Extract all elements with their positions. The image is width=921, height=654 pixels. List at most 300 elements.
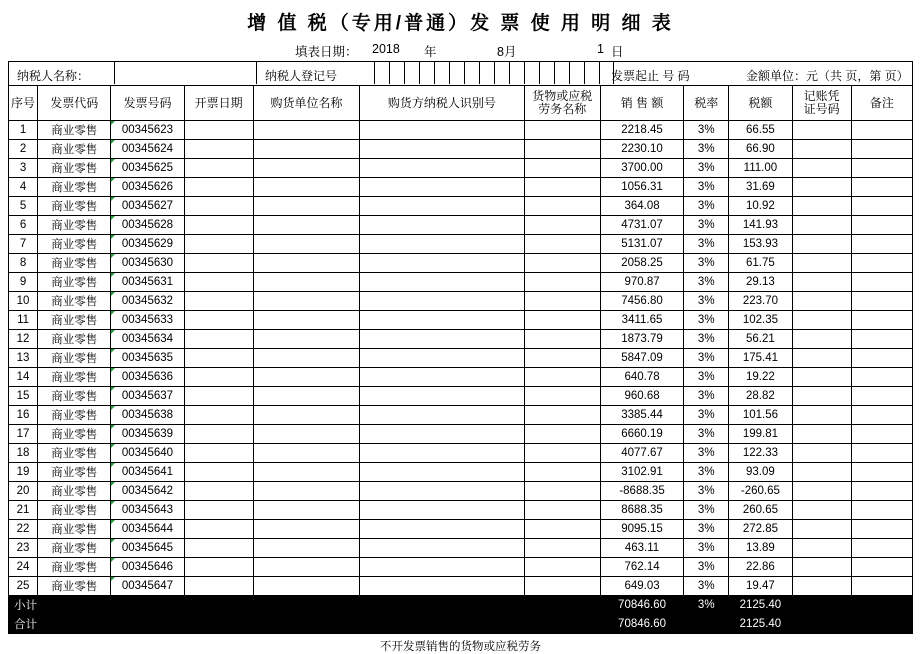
cell-invoice-number[interactable]: 00345632 (111, 292, 184, 311)
cell-voucher-number[interactable] (792, 311, 851, 330)
cell-buyer-name[interactable] (253, 159, 359, 178)
cell-issue-date[interactable] (184, 121, 253, 140)
cell-tax-rate[interactable]: 3% (684, 216, 729, 235)
cell-buyer-name[interactable] (253, 444, 359, 463)
cell-issue-date[interactable] (184, 178, 253, 197)
cell-buyer-taxid[interactable] (360, 368, 525, 387)
cell-goods-name[interactable] (524, 178, 600, 197)
cell-issue-date[interactable] (184, 406, 253, 425)
cell-seq[interactable]: 19 (9, 463, 38, 482)
cell-tax-rate[interactable]: 3% (684, 349, 729, 368)
cell-tax-amount[interactable]: 111.00 (729, 159, 792, 178)
cell-seq[interactable]: 3 (9, 159, 38, 178)
cell-invoice-code[interactable]: 商业零售 (38, 254, 111, 273)
cell-goods-name[interactable] (524, 520, 600, 539)
table-row[interactable] (9, 482, 913, 501)
cell-buyer-taxid[interactable] (360, 330, 525, 349)
cell-tax-amount[interactable]: 61.75 (729, 254, 792, 273)
cell-seq[interactable]: 1 (9, 121, 38, 140)
cell-tax-amount[interactable]: 10.92 (729, 197, 792, 216)
cell-issue-date[interactable] (184, 197, 253, 216)
cell-seq[interactable]: 7 (9, 235, 38, 254)
cell-voucher-number[interactable] (792, 140, 851, 159)
cell-issue-date[interactable] (184, 368, 253, 387)
cell-tax-amount[interactable]: 175.41 (729, 349, 792, 368)
cell-buyer-taxid[interactable] (360, 520, 525, 539)
cell-tax-rate[interactable]: 3% (684, 482, 729, 501)
cell-seq[interactable]: 15 (9, 387, 38, 406)
cell-invoice-code[interactable]: 商业零售 (38, 539, 111, 558)
cell-tax-amount[interactable]: 66.55 (729, 121, 792, 140)
cell-tax-amount[interactable]: 56.21 (729, 330, 792, 349)
table-row[interactable] (9, 425, 913, 444)
table-row[interactable] (9, 121, 913, 140)
cell-sales-amount[interactable]: 7456.80 (600, 292, 683, 311)
cell-voucher-number[interactable] (792, 216, 851, 235)
registration-cell[interactable] (494, 62, 509, 84)
cell-goods-name[interactable] (524, 121, 600, 140)
cell-sales-amount[interactable]: 4731.07 (600, 216, 683, 235)
cell-invoice-number[interactable]: 00345641 (111, 463, 184, 482)
cell-tax-amount[interactable]: 199.81 (729, 425, 792, 444)
cell-tax-rate[interactable]: 3% (684, 311, 729, 330)
cell-buyer-name[interactable] (253, 539, 359, 558)
cell-seq[interactable]: 9 (9, 273, 38, 292)
table-row[interactable] (9, 235, 913, 254)
cell-goods-name[interactable] (524, 577, 600, 596)
cell-issue-date[interactable] (184, 140, 253, 159)
cell-voucher-number[interactable] (792, 501, 851, 520)
cell-tax-amount[interactable]: -260.65 (729, 482, 792, 501)
cell-buyer-taxid[interactable] (360, 539, 525, 558)
cell-tax-rate[interactable]: 3% (684, 501, 729, 520)
cell-invoice-number[interactable]: 00345634 (111, 330, 184, 349)
cell-goods-name[interactable] (524, 254, 600, 273)
cell-invoice-number[interactable]: 00345646 (111, 558, 184, 577)
cell-invoice-number[interactable]: 00345627 (111, 197, 184, 216)
cell-tax-rate[interactable]: 3% (684, 539, 729, 558)
cell-seq[interactable]: 12 (9, 330, 38, 349)
taxpayer-name-field[interactable] (114, 62, 257, 84)
registration-cell[interactable] (524, 62, 539, 84)
cell-remark[interactable] (851, 330, 912, 349)
cell-sales-amount[interactable]: 1873.79 (600, 330, 683, 349)
cell-sales-amount[interactable]: 8688.35 (600, 501, 683, 520)
cell-seq[interactable]: 13 (9, 349, 38, 368)
table-row[interactable] (9, 577, 913, 596)
cell-invoice-code[interactable]: 商业零售 (38, 159, 111, 178)
cell-tax-amount[interactable]: 19.47 (729, 577, 792, 596)
cell-invoice-code[interactable]: 商业零售 (38, 330, 111, 349)
cell-issue-date[interactable] (184, 311, 253, 330)
table-row[interactable] (9, 311, 913, 330)
cell-invoice-number[interactable]: 00345624 (111, 140, 184, 159)
cell-seq[interactable]: 20 (9, 482, 38, 501)
cell-tax-amount[interactable]: 153.93 (729, 235, 792, 254)
cell-tax-amount[interactable]: 223.70 (729, 292, 792, 311)
cell-goods-name[interactable] (524, 311, 600, 330)
cell-buyer-name[interactable] (253, 463, 359, 482)
cell-voucher-number[interactable] (792, 368, 851, 387)
cell-invoice-code[interactable]: 商业零售 (38, 121, 111, 140)
registration-cell[interactable] (434, 62, 449, 84)
cell-tax-amount[interactable]: 13.89 (729, 539, 792, 558)
cell-invoice-number[interactable]: 00345633 (111, 311, 184, 330)
cell-goods-name[interactable] (524, 501, 600, 520)
cell-buyer-taxid[interactable] (360, 254, 525, 273)
cell-seq[interactable]: 17 (9, 425, 38, 444)
cell-tax-rate[interactable]: 3% (684, 387, 729, 406)
cell-buyer-taxid[interactable] (360, 178, 525, 197)
cell-seq[interactable]: 10 (9, 292, 38, 311)
registration-cell[interactable] (509, 62, 524, 84)
cell-remark[interactable] (851, 482, 912, 501)
cell-issue-date[interactable] (184, 463, 253, 482)
cell-buyer-name[interactable] (253, 425, 359, 444)
cell-sales-amount[interactable]: 3700.00 (600, 159, 683, 178)
cell-tax-rate[interactable]: 3% (684, 273, 729, 292)
cell-tax-amount[interactable]: 272.85 (729, 520, 792, 539)
cell-voucher-number[interactable] (792, 444, 851, 463)
cell-goods-name[interactable] (524, 539, 600, 558)
cell-goods-name[interactable] (524, 558, 600, 577)
cell-seq[interactable]: 2 (9, 140, 38, 159)
cell-buyer-name[interactable] (253, 292, 359, 311)
cell-issue-date[interactable] (184, 444, 253, 463)
cell-voucher-number[interactable] (792, 406, 851, 425)
registration-cell[interactable] (479, 62, 494, 84)
cell-sales-amount[interactable]: 3385.44 (600, 406, 683, 425)
cell-buyer-name[interactable] (253, 558, 359, 577)
table-row[interactable] (9, 292, 913, 311)
registration-cell[interactable] (389, 62, 404, 84)
cell-remark[interactable] (851, 520, 912, 539)
cell-issue-date[interactable] (184, 558, 253, 577)
cell-buyer-name[interactable] (253, 197, 359, 216)
cell-invoice-code[interactable]: 商业零售 (38, 425, 111, 444)
cell-issue-date[interactable] (184, 235, 253, 254)
cell-buyer-taxid[interactable] (360, 349, 525, 368)
cell-tax-amount[interactable]: 28.82 (729, 387, 792, 406)
cell-tax-rate[interactable]: 3% (684, 254, 729, 273)
cell-voucher-number[interactable] (792, 558, 851, 577)
registration-cell[interactable] (569, 62, 584, 84)
cell-tax-rate[interactable]: 3% (684, 121, 729, 140)
registration-cell[interactable] (539, 62, 554, 84)
cell-invoice-number[interactable]: 00345630 (111, 254, 184, 273)
cell-voucher-number[interactable] (792, 235, 851, 254)
table-row[interactable] (9, 254, 913, 273)
cell-remark[interactable] (851, 501, 912, 520)
cell-tax-rate[interactable]: 3% (684, 368, 729, 387)
cell-goods-name[interactable] (524, 197, 600, 216)
cell-sales-amount[interactable]: 463.11 (600, 539, 683, 558)
cell-voucher-number[interactable] (792, 159, 851, 178)
cell-sales-amount[interactable]: 9095.15 (600, 520, 683, 539)
cell-voucher-number[interactable] (792, 577, 851, 596)
cell-voucher-number[interactable] (792, 463, 851, 482)
cell-invoice-number[interactable]: 00345636 (111, 368, 184, 387)
cell-seq[interactable]: 18 (9, 444, 38, 463)
cell-invoice-code[interactable]: 商业零售 (38, 482, 111, 501)
cell-issue-date[interactable] (184, 254, 253, 273)
cell-remark[interactable] (851, 444, 912, 463)
cell-invoice-code[interactable]: 商业零售 (38, 520, 111, 539)
cell-voucher-number[interactable] (792, 520, 851, 539)
cell-invoice-number[interactable]: 00345642 (111, 482, 184, 501)
cell-invoice-code[interactable]: 商业零售 (38, 577, 111, 596)
table-row[interactable] (9, 463, 913, 482)
cell-tax-amount[interactable]: 22.86 (729, 558, 792, 577)
cell-remark[interactable] (851, 425, 912, 444)
cell-sales-amount[interactable]: -8688.35 (600, 482, 683, 501)
cell-invoice-number[interactable]: 00345645 (111, 539, 184, 558)
table-row[interactable] (9, 501, 913, 520)
cell-voucher-number[interactable] (792, 425, 851, 444)
cell-buyer-name[interactable] (253, 387, 359, 406)
cell-buyer-name[interactable] (253, 520, 359, 539)
cell-buyer-taxid[interactable] (360, 501, 525, 520)
cell-sales-amount[interactable]: 2058.25 (600, 254, 683, 273)
cell-voucher-number[interactable] (792, 254, 851, 273)
cell-goods-name[interactable] (524, 349, 600, 368)
cell-issue-date[interactable] (184, 216, 253, 235)
cell-buyer-name[interactable] (253, 140, 359, 159)
cell-sales-amount[interactable]: 649.03 (600, 577, 683, 596)
cell-tax-rate[interactable]: 3% (684, 463, 729, 482)
cell-tax-amount[interactable]: 29.13 (729, 273, 792, 292)
cell-remark[interactable] (851, 292, 912, 311)
cell-invoice-code[interactable]: 商业零售 (38, 368, 111, 387)
cell-sales-amount[interactable]: 2230.10 (600, 140, 683, 159)
cell-invoice-code[interactable]: 商业零售 (38, 349, 111, 368)
cell-buyer-taxid[interactable] (360, 558, 525, 577)
cell-issue-date[interactable] (184, 387, 253, 406)
cell-invoice-number[interactable]: 00345647 (111, 577, 184, 596)
cell-issue-date[interactable] (184, 577, 253, 596)
cell-buyer-name[interactable] (253, 254, 359, 273)
cell-buyer-name[interactable] (253, 273, 359, 292)
cell-tax-amount[interactable]: 19.22 (729, 368, 792, 387)
cell-buyer-name[interactable] (253, 349, 359, 368)
cell-remark[interactable] (851, 197, 912, 216)
table-row[interactable] (9, 444, 913, 463)
cell-tax-amount[interactable]: 66.90 (729, 140, 792, 159)
cell-buyer-taxid[interactable] (360, 406, 525, 425)
cell-tax-amount[interactable]: 93.09 (729, 463, 792, 482)
cell-voucher-number[interactable] (792, 178, 851, 197)
table-row[interactable] (9, 140, 913, 159)
registration-cell[interactable] (584, 62, 599, 84)
cell-voucher-number[interactable] (792, 482, 851, 501)
cell-remark[interactable] (851, 539, 912, 558)
cell-seq[interactable]: 5 (9, 197, 38, 216)
cell-sales-amount[interactable]: 3411.65 (600, 311, 683, 330)
date-day-value[interactable]: 1 (597, 42, 604, 56)
table-row[interactable] (9, 539, 913, 558)
cell-goods-name[interactable] (524, 463, 600, 482)
cell-tax-rate[interactable]: 3% (684, 520, 729, 539)
cell-goods-name[interactable] (524, 482, 600, 501)
cell-tax-amount[interactable]: 101.56 (729, 406, 792, 425)
cell-issue-date[interactable] (184, 539, 253, 558)
registration-cell[interactable] (419, 62, 434, 84)
cell-buyer-name[interactable] (253, 311, 359, 330)
cell-tax-rate[interactable]: 3% (684, 577, 729, 596)
cell-invoice-number[interactable]: 00345640 (111, 444, 184, 463)
cell-buyer-name[interactable] (253, 216, 359, 235)
cell-seq[interactable]: 4 (9, 178, 38, 197)
cell-voucher-number[interactable] (792, 121, 851, 140)
cell-issue-date[interactable] (184, 501, 253, 520)
cell-seq[interactable]: 14 (9, 368, 38, 387)
registration-cell[interactable] (404, 62, 419, 84)
cell-sales-amount[interactable]: 5847.09 (600, 349, 683, 368)
table-row[interactable] (9, 159, 913, 178)
cell-remark[interactable] (851, 159, 912, 178)
cell-invoice-number[interactable]: 00345644 (111, 520, 184, 539)
cell-invoice-code[interactable]: 商业零售 (38, 558, 111, 577)
cell-remark[interactable] (851, 121, 912, 140)
cell-invoice-code[interactable]: 商业零售 (38, 501, 111, 520)
cell-invoice-code[interactable]: 商业零售 (38, 235, 111, 254)
cell-invoice-number[interactable]: 00345623 (111, 121, 184, 140)
cell-buyer-name[interactable] (253, 235, 359, 254)
registration-cell[interactable] (449, 62, 464, 84)
cell-invoice-code[interactable]: 商业零售 (38, 387, 111, 406)
registration-number-grid[interactable] (374, 62, 614, 84)
cell-remark[interactable] (851, 387, 912, 406)
cell-goods-name[interactable] (524, 444, 600, 463)
cell-seq[interactable]: 22 (9, 520, 38, 539)
table-row[interactable] (9, 330, 913, 349)
cell-goods-name[interactable] (524, 235, 600, 254)
cell-buyer-name[interactable] (253, 406, 359, 425)
cell-goods-name[interactable] (524, 387, 600, 406)
table-row[interactable] (9, 406, 913, 425)
table-row[interactable] (9, 273, 913, 292)
cell-buyer-taxid[interactable] (360, 463, 525, 482)
cell-issue-date[interactable] (184, 273, 253, 292)
cell-voucher-number[interactable] (792, 387, 851, 406)
cell-seq[interactable]: 8 (9, 254, 38, 273)
cell-invoice-number[interactable]: 00345625 (111, 159, 184, 178)
cell-goods-name[interactable] (524, 368, 600, 387)
cell-issue-date[interactable] (184, 330, 253, 349)
cell-issue-date[interactable] (184, 349, 253, 368)
cell-tax-rate[interactable]: 3% (684, 558, 729, 577)
cell-invoice-code[interactable]: 商业零售 (38, 140, 111, 159)
cell-voucher-number[interactable] (792, 197, 851, 216)
registration-cell[interactable] (374, 62, 389, 84)
cell-invoice-number[interactable]: 00345629 (111, 235, 184, 254)
cell-goods-name[interactable] (524, 330, 600, 349)
cell-invoice-number[interactable]: 00345643 (111, 501, 184, 520)
cell-invoice-number[interactable]: 00345637 (111, 387, 184, 406)
cell-invoice-number[interactable]: 00345638 (111, 406, 184, 425)
date-month-value[interactable]: 8月 (497, 45, 517, 59)
cell-voucher-number[interactable] (792, 539, 851, 558)
cell-voucher-number[interactable] (792, 273, 851, 292)
cell-invoice-code[interactable]: 商业零售 (38, 197, 111, 216)
cell-remark[interactable] (851, 577, 912, 596)
cell-tax-rate[interactable]: 3% (684, 197, 729, 216)
table-row[interactable] (9, 349, 913, 368)
cell-remark[interactable] (851, 216, 912, 235)
cell-seq[interactable]: 25 (9, 577, 38, 596)
cell-remark[interactable] (851, 254, 912, 273)
table-row[interactable] (9, 520, 913, 539)
cell-sales-amount[interactable]: 5131.07 (600, 235, 683, 254)
cell-goods-name[interactable] (524, 216, 600, 235)
cell-goods-name[interactable] (524, 140, 600, 159)
cell-voucher-number[interactable] (792, 330, 851, 349)
cell-goods-name[interactable] (524, 406, 600, 425)
cell-tax-rate[interactable]: 3% (684, 406, 729, 425)
cell-tax-rate[interactable]: 3% (684, 444, 729, 463)
cell-tax-amount[interactable]: 102.35 (729, 311, 792, 330)
cell-tax-amount[interactable]: 141.93 (729, 216, 792, 235)
cell-sales-amount[interactable]: 1056.31 (600, 178, 683, 197)
cell-remark[interactable] (851, 349, 912, 368)
cell-tax-rate[interactable]: 3% (684, 178, 729, 197)
cell-remark[interactable] (851, 178, 912, 197)
table-row[interactable] (9, 178, 913, 197)
cell-invoice-number[interactable]: 00345635 (111, 349, 184, 368)
cell-tax-amount[interactable]: 31.69 (729, 178, 792, 197)
cell-buyer-taxid[interactable] (360, 216, 525, 235)
cell-remark[interactable] (851, 368, 912, 387)
cell-seq[interactable]: 23 (9, 539, 38, 558)
cell-buyer-taxid[interactable] (360, 159, 525, 178)
cell-buyer-name[interactable] (253, 577, 359, 596)
cell-buyer-taxid[interactable] (360, 577, 525, 596)
cell-sales-amount[interactable]: 364.08 (600, 197, 683, 216)
cell-sales-amount[interactable]: 6660.19 (600, 425, 683, 444)
cell-voucher-number[interactable] (792, 349, 851, 368)
cell-issue-date[interactable] (184, 159, 253, 178)
cell-seq[interactable]: 16 (9, 406, 38, 425)
cell-sales-amount[interactable]: 970.87 (600, 273, 683, 292)
table-row[interactable] (9, 368, 913, 387)
cell-invoice-code[interactable]: 商业零售 (38, 444, 111, 463)
table-row[interactable] (9, 216, 913, 235)
cell-remark[interactable] (851, 406, 912, 425)
cell-buyer-taxid[interactable] (360, 387, 525, 406)
cell-tax-rate[interactable]: 3% (684, 425, 729, 444)
cell-buyer-name[interactable] (253, 482, 359, 501)
table-row[interactable] (9, 197, 913, 216)
cell-buyer-taxid[interactable] (360, 197, 525, 216)
cell-sales-amount[interactable]: 3102.91 (600, 463, 683, 482)
cell-buyer-name[interactable] (253, 368, 359, 387)
registration-cell[interactable] (464, 62, 479, 84)
cell-invoice-number[interactable]: 00345628 (111, 216, 184, 235)
cell-issue-date[interactable] (184, 292, 253, 311)
cell-issue-date[interactable] (184, 482, 253, 501)
cell-goods-name[interactable] (524, 425, 600, 444)
cell-remark[interactable] (851, 463, 912, 482)
cell-invoice-number[interactable]: 00345626 (111, 178, 184, 197)
cell-seq[interactable]: 21 (9, 501, 38, 520)
cell-buyer-taxid[interactable] (360, 292, 525, 311)
cell-goods-name[interactable] (524, 159, 600, 178)
registration-cell[interactable] (554, 62, 569, 84)
cell-buyer-taxid[interactable] (360, 444, 525, 463)
cell-invoice-code[interactable]: 商业零售 (38, 292, 111, 311)
cell-invoice-code[interactable]: 商业零售 (38, 216, 111, 235)
cell-sales-amount[interactable]: 4077.67 (600, 444, 683, 463)
